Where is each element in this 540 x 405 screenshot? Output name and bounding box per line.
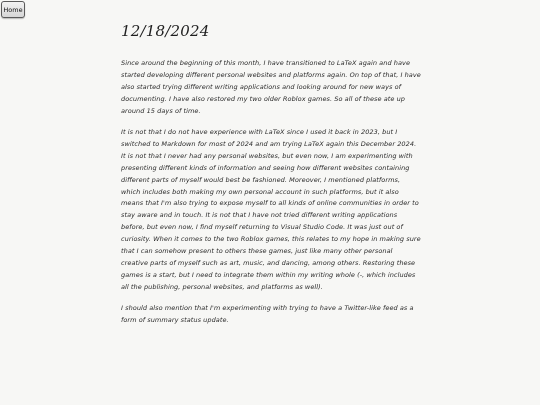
post-paragraph: I should also mention that I'm experimenting with trying to have a Twitter-like feed as a form of summary status update. — [121, 304, 414, 325]
home-button[interactable]: Home — [1, 1, 25, 18]
post-paragraph: It is not that I do not have experience with LaTeX since I used it back in 2023, but I switched to Markdown for most of 2024 and am trying LaTeX again this December 2024. It is not that I never had any personal websites, but even now, I am experimenting with presenting different kinds of information and seeing how different websites containing different parts of myself would best be fashioned. Moreover, I mentioned platforms, which includes both making my own personal account in such platforms, but it also means that I'm also trying to expose myself to all kinds of online communities in order to stay aware and in touch. It is not that I have not tried different writing applications before, but even now, I find myself returning to Visual Studio Code. It was just out of curiosity. When it comes to the two Roblox games, this relates to my hope in making sure that I can somehow present to others these games, just like many other personal creative parts of myself such as art, music, and dancing, among others. Restoring these games is a start, but I need to integrate them within my writing whole (-, which includes all the publishing, personal websites, and platforms as well). — [121, 127, 421, 292]
post-title: 12/18/2024 — [121, 22, 210, 40]
blog-post — [121, 22, 421, 336]
post-paragraph: Since around the beginning of this month, I have transitioned to LaTeX again and have started developing different personal websites and platforms again. On top of that, I have also started trying different writing applications and looking around for new ways of documenting. I have also restored my two older Roblox games. So all of these ate up around 15 days of time. — [121, 59, 421, 115]
